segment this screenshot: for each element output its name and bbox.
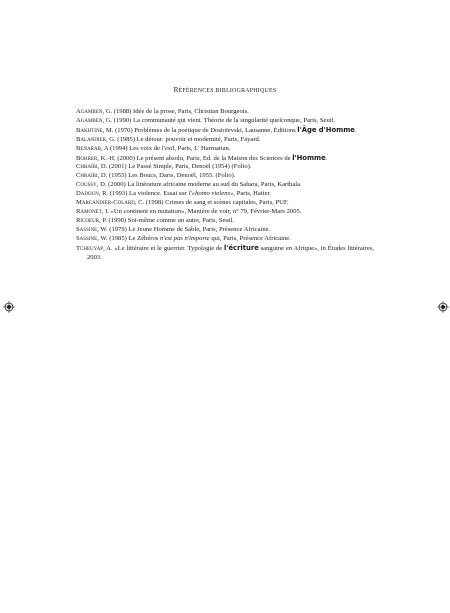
reference-bold-text: l'écriture xyxy=(224,243,259,252)
reference-text: , G. (1988) Idée de la prose, Paris, Christian Bourgeois. xyxy=(102,108,249,115)
reference-entry xyxy=(76,244,374,263)
registration-mark-right-icon xyxy=(437,301,449,313)
reference-text: , M. (1970) Problèmes de la poétique de Dostoïevski, Lausanne, Éditions xyxy=(102,126,298,134)
reference-text-tail: . xyxy=(325,154,328,162)
reference-text: , D. (2000) La littérature africaine moderne au sud du Sahara, Paris, Karthala. xyxy=(96,181,302,189)
reference-author: Balandier xyxy=(76,135,106,143)
reference-author: Agamben xyxy=(76,116,103,124)
reference-italic-text: l'«homo violens» xyxy=(188,190,234,198)
reference-author: Bakhtine xyxy=(76,126,103,134)
reference-entry xyxy=(76,154,374,164)
reference-text: , K.-H. (2000) Le présent absolu, Paris, Ed. de la Maison des Sciences de xyxy=(97,154,293,162)
reference-text: , I. «Un continent en mutation», Manière de voir, n° 79, Février-Mars 2005. xyxy=(101,207,302,215)
reference-bold-text: l'Homme xyxy=(292,153,326,162)
reference-text-tail: qui, Paris, Présence Africaine. xyxy=(209,234,291,242)
reference-text-tail: . xyxy=(354,126,357,134)
reference-author: Bohrer xyxy=(76,154,98,162)
reference-list xyxy=(76,108,374,262)
reference-entry xyxy=(76,136,374,145)
reference-bold-text: l'Âge d'Homme xyxy=(297,125,355,134)
reference-text-tail: , Paris, L' Harmattan. xyxy=(174,144,231,152)
reference-text: , G. (1990) La communauté qui vient. Théorie de la singularité quelconque, Paris, Seuil. xyxy=(102,116,336,124)
reference-entry xyxy=(76,190,374,199)
reference-entry xyxy=(76,172,374,181)
reference-author: Sassine xyxy=(76,225,98,233)
reference-text-tail: , Paris, Hatier. xyxy=(233,190,271,198)
reference-text: , R. (1993) La violence. Essai sur xyxy=(98,190,189,198)
reference-entry xyxy=(76,226,374,235)
reference-text-tail: sanguine en Afrique», in Études littéraires, 2003. xyxy=(87,244,375,261)
section-heading-rest: ÉFÉRENCES BIBLIOGRAPHIQUES xyxy=(178,88,277,94)
section-heading xyxy=(0,86,450,94)
reference-author: Benarab xyxy=(76,144,101,152)
reference-entry xyxy=(76,181,374,190)
reference-text: , D. (1955) Les Boucs, Daris, Denoël, 1955. (Folio). xyxy=(97,172,236,180)
reference-text: , C. (1998) Crimes de sang et scènes capitales, Paris, PUF. xyxy=(134,199,289,207)
reference-author: Dadoun xyxy=(76,190,99,198)
reference-entry xyxy=(76,235,374,244)
reference-entry xyxy=(76,108,374,117)
reference-entry xyxy=(76,145,374,154)
reference-italic-text: n'est pas n'importe xyxy=(159,234,210,242)
reference-author: Tcheuyap xyxy=(76,244,104,252)
reference-text: , A. «Le littéraire et le guerrier. Typologie de xyxy=(103,244,225,252)
reference-text: , W. (1979) Le Jeune Homme de Sable, Paris, Présence Africaine. xyxy=(97,225,271,233)
reference-entry xyxy=(76,163,374,172)
reference-text: , G. (1985) Le détour: pouvoir et modernité, Paris, Fayard. xyxy=(105,135,261,143)
reference-author: Marcandier-Colard xyxy=(76,199,135,207)
reference-author: Ricoeur xyxy=(76,216,100,224)
reference-italic-text: l'exil xyxy=(161,144,175,152)
reference-author: Chraïbi xyxy=(76,163,98,171)
reference-author: Coussy xyxy=(76,181,97,189)
reference-text: , D. (2001) Le Passé Simple, Paris, Denoël (1954) (Folio). xyxy=(97,163,252,171)
reference-text: , P. (1990) Soi-même comme un autre, Paris, Seuil. xyxy=(99,216,234,224)
section-heading-initial: R xyxy=(173,86,179,94)
reference-entry xyxy=(76,126,374,136)
reference-author: Sassine xyxy=(76,234,98,242)
reference-entry xyxy=(76,117,374,126)
reference-author: Chraïbi xyxy=(76,172,98,180)
reference-entry xyxy=(76,217,374,226)
reference-text: , W. (1985) Le Zéhéros xyxy=(97,234,160,242)
reference-author: Ramonet xyxy=(76,207,102,215)
reference-entry xyxy=(76,208,374,217)
reference-entry xyxy=(76,199,374,208)
registration-mark-left-icon xyxy=(3,301,15,313)
reference-text: , A (1994) Les voix de xyxy=(100,144,162,152)
reference-author: Agamben xyxy=(76,108,103,115)
